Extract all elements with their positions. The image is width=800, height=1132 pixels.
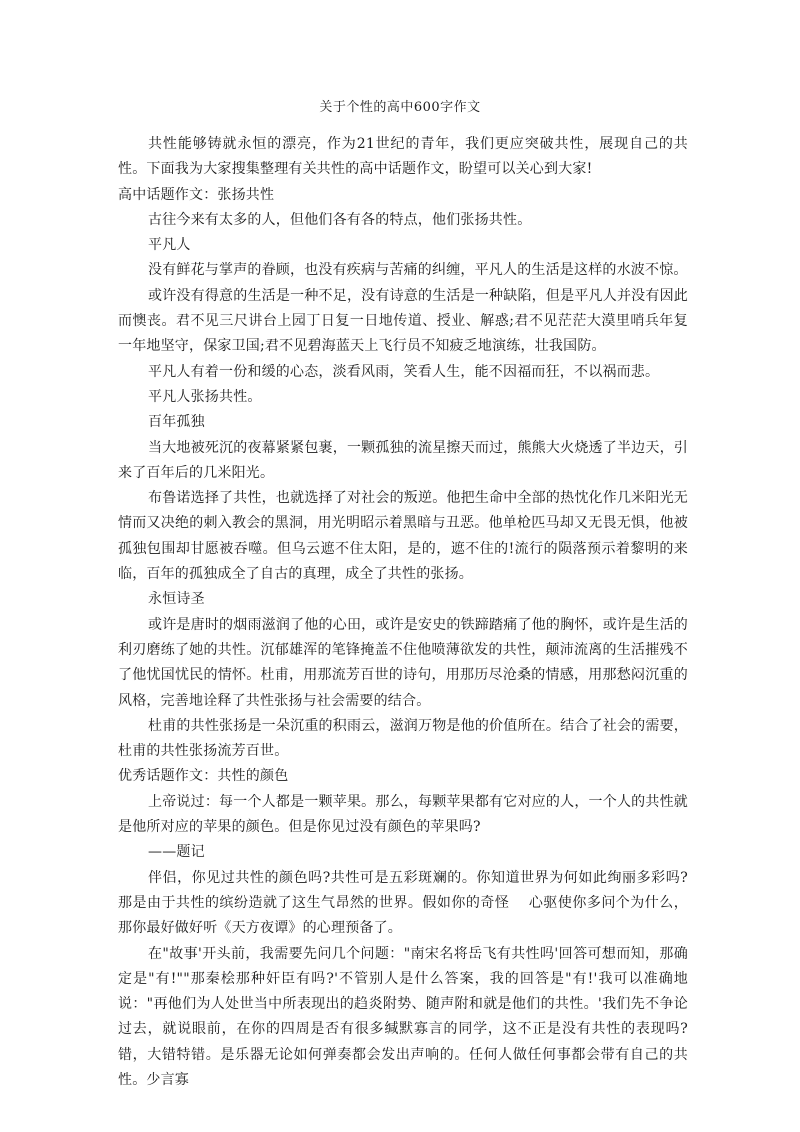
section-heading: 高中话题作文：张扬共性 — [118, 186, 275, 203]
body-paragraph: 平凡人张扬共性。 — [148, 388, 262, 405]
body-paragraph: 百年孤独 — [148, 414, 205, 431]
body-paragraph: 伴侣，你见过共性的颜色吗?共性可是五彩斑斓的。你知道世界为何如此绚丽多彩吗?那是由于共性的缤纷造就了这生气昂然的世界。假如你的奇怪 心驱使你多问个为什么，那你最好做好听《天方夜谭》的心理预备了。 — [118, 869, 688, 937]
body-paragraph: 或许是唐时的烟雨滋润了他的心田，或许是安史的铁蹄踏痛了他的胸怀，或许是生活的利刃磨练了她的共性。沉郁雄浑的笔锋掩盖不住他喷薄欲发的共性，颠沛流离的生活摧残不了他忧国忧民的情怀。杜甫，用那流芳百世的诗句，用那历尽沧桑的情感，用那愁闷沉重的风格，完善地诠释了共性张扬与社会需要的结合。 — [118, 616, 688, 709]
body-paragraph: 在"故事'开头前，我需要先问几个问题："南宋名将岳飞有共性吗'回答可想而知，那确定是"有!""那秦桧那种奸臣有吗?'不管别人是什么答案，我的回答是"有!'我可以准确地说："再他们为人处世当中所表现出的趋炎附势、随声附和就是他们的共性。'我们先不争论过去，就说眼前，在你的四周是否有很多缄默寡言的同学，这不正是没有共性的表现吗?错，大错特错。是乐器无论如何弹奏都会发出声响的。任何人做任何事都会带有自己的共性。少言寡 — [118, 945, 688, 1088]
document-title: 关于个性的高中600字作文 — [319, 100, 481, 115]
body-paragraph: 当大地被死沉的夜幕紧紧包裹，一颗孤独的流星擦天而过，熊熊大火烧透了半边天，引来了百年后的几米阳光。 — [118, 439, 688, 481]
body-paragraph: 布鲁诺选择了共性，也就选择了对社会的叛逆。他把生命中全部的热忱化作几米阳光无情而又决绝的刺入教会的黑洞，用光明昭示着黑暗与丑恶。他单枪匹马却又无畏无惧，他被孤独包围却甘愿被吞噬。但乌云遮不住太阳，是的，遮不住的!流行的陨落预示着黎明的来临，百年的孤独成全了自古的真理，成全了共性的张扬。 — [118, 490, 688, 583]
body-paragraph: 杜甫的共性张扬是一朵沉重的积雨云，滋润万物是他的价值所在。结合了社会的需要，杜甫的共性张扬流芳百世。 — [118, 717, 688, 760]
body-paragraph: 永恒诗圣 — [148, 591, 205, 608]
body-paragraph: 共性能够铸就永恒的漂亮，作为21世纪的青年，我们更应突破共性，展现自己的共性。下面我为大家搜集整理有关共性的高中话题作文，盼望可以关心到大家! — [118, 136, 688, 178]
body-paragraph: ——题记 — [148, 844, 205, 861]
body-paragraph: 上帝说过：每一个人都是一颗苹果。那么，每颗苹果都有它对应的人，一个人的共性就是他所对应的苹果的颜色。但是你见过没有颜色的苹果吗? — [118, 793, 688, 836]
body-paragraph: 平凡人有着一份和缓的心态，淡看风雨，笑看人生，能不因福而狂，不以祸而悲。 — [148, 363, 660, 380]
document-body — [118, 132, 688, 1093]
section-heading: 优秀话题作文：共性的颜色 — [118, 768, 289, 785]
body-paragraph: 平凡人 — [148, 237, 191, 254]
body-paragraph: 或许没有得意的生活是一种不足，没有诗意的生活是一种缺陷，但是平凡人并没有因此而懊丧。君不见三尺讲台上园丁日复一日地传道、授业、解惑;君不见茫茫大漠里哨兵年复一年地坚守，保家卫国;君不见碧海蓝天上飞行员不知疲乏地演练，壮我国防。 — [118, 287, 688, 355]
body-paragraph: 古往今来有太多的人，但他们各有各的特点，他们张扬共性。 — [148, 211, 532, 228]
body-paragraph: 没有鲜花与掌声的眷顾，也没有疾病与苦痛的纠缠，平凡人的生活是这样的水波不惊。 — [148, 262, 688, 279]
